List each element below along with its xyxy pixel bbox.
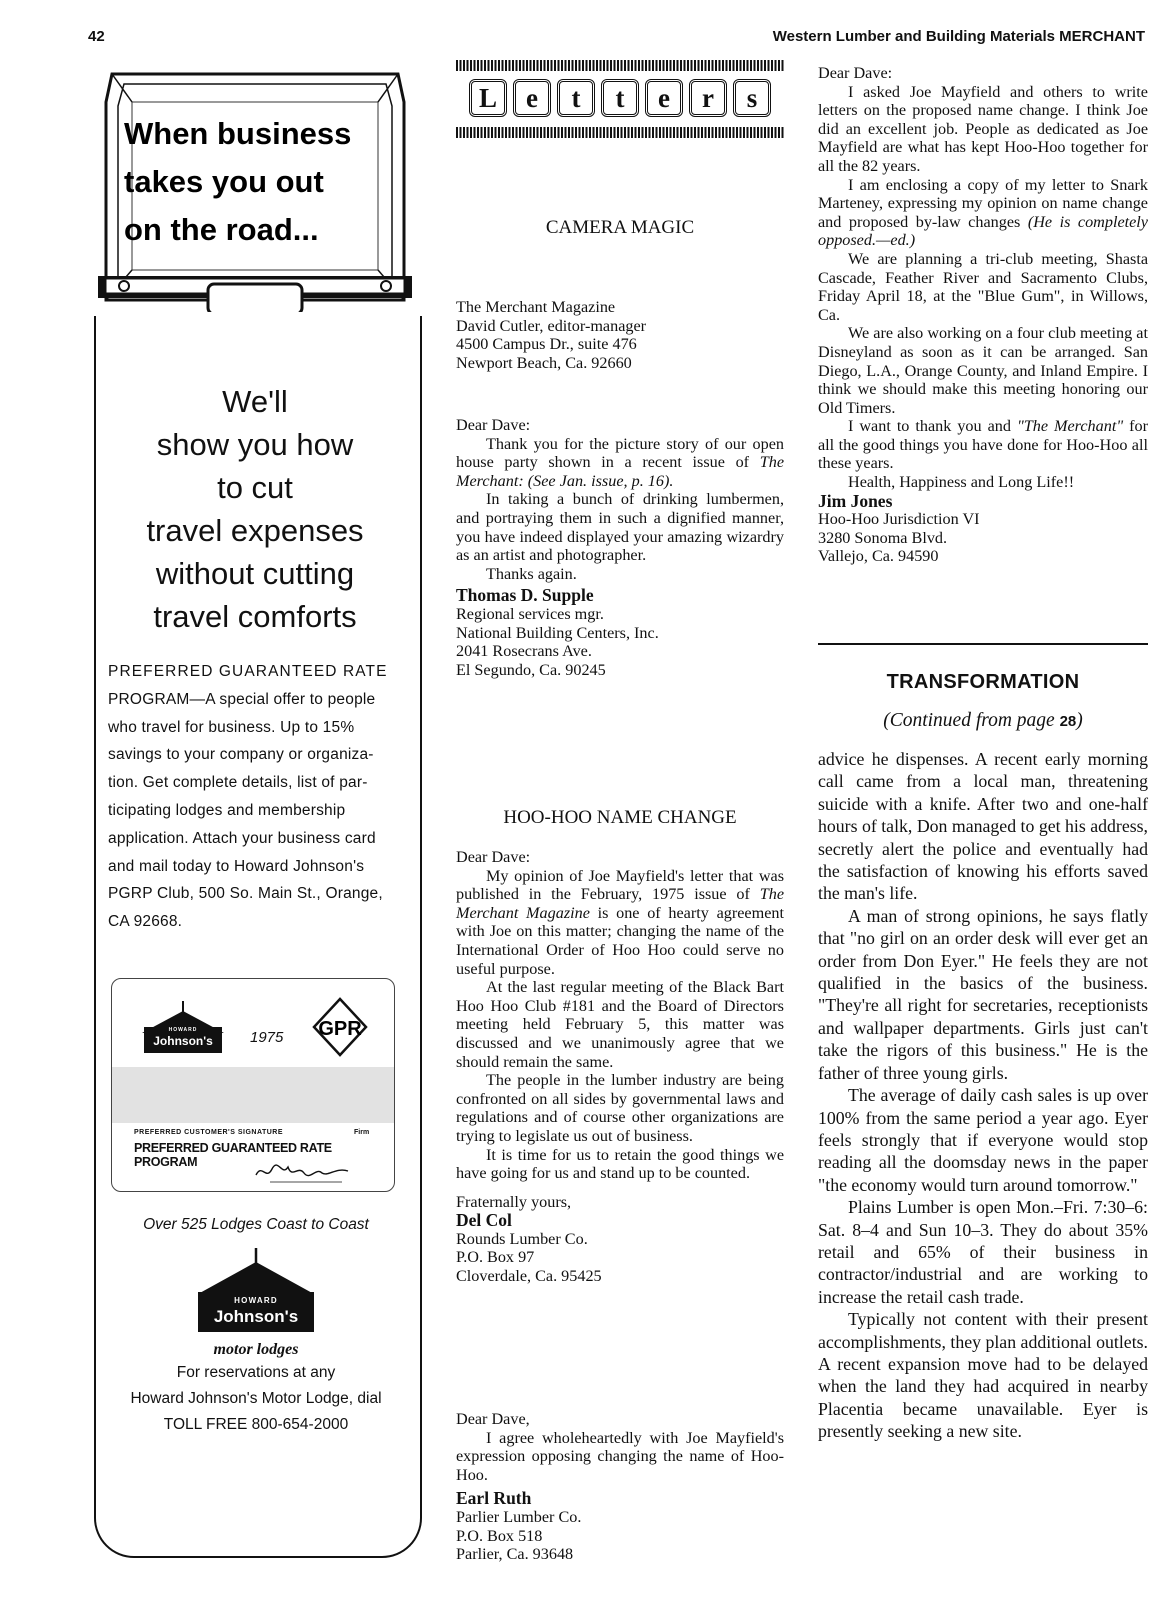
ad-reservations: For reservations at any Howard Johnson's Motor Lodge, dial TOLL FREE 800-654-2000 [130, 1364, 382, 1433]
ruth-signer: Earl Ruth [456, 1488, 532, 1509]
ad-headline: When business takes you out on the road... [124, 116, 352, 247]
jones-letter: Dear Dave: I asked Joe Mayfield and others to write letters on the proposed name change. I think Joe did an excellent job. People as dedicated as Joe Mayfield are what has kept Hoo-Hoo together for all the 82 years. I am enclosing a copy of my letter to Snark Marteney, expressing my opinion on name change and proposed by-law changes (He is completely opposed.—ed.) We are planning a tri-club meeting, Shasta Cascade, Feather River and Sacramento Clubs, Friday April 18, at the "Blue Gum", in Willows, Ca. We are also working on a four club meeting at Disneyland as soon as it can be arranged. San Diego, L.A., Orange County, and Inland Empire. I think we should make this meeting honoring our Old Timers. I want to thank you and "The Merchant" for all the good things you have done for Hoo-Hoo all these years. Health, Happiness and Long Life!! Jim Jones Hoo-Hoo Jurisdiction VI 3280 Sonoma Blvd. Vallejo, Ca. 94590 [818, 64, 1148, 566]
roof-icon [198, 1248, 314, 1294]
camera-magic-address: The Merchant Magazine David Cutler, editor-manager 4500 Campus Dr., suite 476 Newport Beach, Ca. 92660 [456, 298, 647, 372]
signature-scribble [252, 1159, 352, 1185]
letters-column [456, 60, 784, 1564]
membership-card: HOWARD Johnson's 1975 GPR PREFERRED CUSTOMER'S SIGNATURE Firm PREFERRED GUARANTEED RATE PROGRAM [111, 978, 395, 1192]
ad-body-copy: PREFERRED GUARANTEED RATE PROGRAM—A special offer to people who travel for business. Up to 15% savings to your company or organiza- tion. Get complete details, list of par- ticipating lodges and membership application. Attach your business card and mail today to Howard Johnson's PGRP Club, 500 So. Main St., Orange, CA 92668. [108, 663, 388, 931]
card-band [112, 1067, 394, 1123]
continued-note: (Continued from page 28) [883, 710, 1083, 731]
camera-magic-signer: Thomas D. Supple [456, 585, 594, 606]
transformation-heading: TRANSFORMATION [886, 671, 1080, 693]
ad-coast-line: Over 525 Lodges Coast to Coast [143, 1216, 369, 1233]
letters-banner-bottom [456, 127, 784, 138]
card-year: 1975 [250, 1029, 284, 1046]
right-column [818, 64, 1148, 566]
howard-johnson-ad [90, 58, 422, 1562]
name-change-letter: Dear Dave: My opinion of Joe Mayfield's letter that was published in the February, 1975 issue of The Merchant Magazine is one of hearty agreement with Joe on this matter; changing the name of the International Order of Hoo Hoo could serve no useful purpose. At the last regular meeting of the Black Bart Hoo Hoo Club #181 and the Board of Directors meeting held February 5, this matter was discussed and we unanimously agree that we should remain the same. The people in the lumber industry are being confronted on all sides by governmental laws and regulations and of course other organizations are trying to legislate us out of business. It is time for us to retain the good things we have going for us and stand up to be counted. Fraternally yours, Del Col Rounds Lumber Co. P.O. Box 97 Cloverdale, Ca. 95425 [456, 848, 784, 1286]
hj-logo: HOWARD Johnson's motor lodges [198, 1248, 314, 1299]
camera-magic-letter: Dear Dave: Thank you for the picture story of our open house party shown in a recent issue of The Merchant: (See Jan. issue, p. 16). In taking a bunch of drinking lumbermen, and portraying them in such a dignified manner, you have indeed displayed your amazing wizardry as an artist and photographer. Thanks again. Thomas D. Supple Regional services mgr. National Building Centers, Inc. 2041 Rosecrans Ave. El Segundo, Ca. 90245 [456, 416, 784, 679]
svg-text:GPR: GPR [318, 1018, 362, 1040]
ruth-letter: Dear Dave, I agree wholeheartedly with Joe Mayfield's expression opposing changing the name of Hoo-Hoo. Earl Ruth Parlier Lumber Co. P.O. Box 518 Parlier, Ca. 93648 [456, 1410, 784, 1564]
gpr-seal-icon [312, 997, 368, 1057]
jones-signer: Jim Jones [818, 490, 893, 511]
ad-subhead: We'll show you how to cut travel expenses without cutting travel comforts [146, 384, 364, 634]
camera-magic-heading: CAMERA MAGIC [545, 217, 695, 238]
page-number: 42 [88, 28, 105, 45]
hj-logo-small: HOWARD Johnson's [142, 1001, 224, 1038]
name-change-signer: Del Col [456, 1210, 512, 1231]
name-change-heading: HOO-HOO NAME CHANGE [503, 807, 737, 828]
transformation-article: advice he dispenses. A recent early morning call came from a local man, threatening suicide with a knife. After two and one-half hours of talk, Don managed to get his address, secretly alert the police and eventually had the satisfaction of knowing his efforts saved the man's life. A man of strong opinions, he says flatly that "no girl on an order desk will ever get an order from Don Eyer." He feels they are not qualified in the basics of the business. "They're all right for secretaries, receptionists and wallpaper departments. Girls just can't take the rigors of this business." He is the father of three young girls. The average of daily cash sales is up over 100% from the same period a year ago. Eyer feels strongly that if everyone would stop reading all the doomsday news in the paper "the economy would turn around tomorrow." Plains Lumber is open Mon.–Fri. 7:30–6: Sat. 8–4 and Sun 10–3. They do about 35% retail and 65% of their business in contractor/industrial and are working to increase the retail cash trade. Typically not content with their present accomplishments, they plan additional outlets. A recent expansion move had to be delayed when the land they had acquired in nearby Placentia became unavailable. Eyer is presently seeking a new site. [818, 749, 1148, 1442]
section-divider [818, 643, 1148, 645]
publication-title: Western Lumber and Building Materials MERCHANT [772, 28, 1145, 45]
letters-title: L e t t e r s [456, 79, 784, 117]
letters-banner-top [456, 60, 784, 71]
